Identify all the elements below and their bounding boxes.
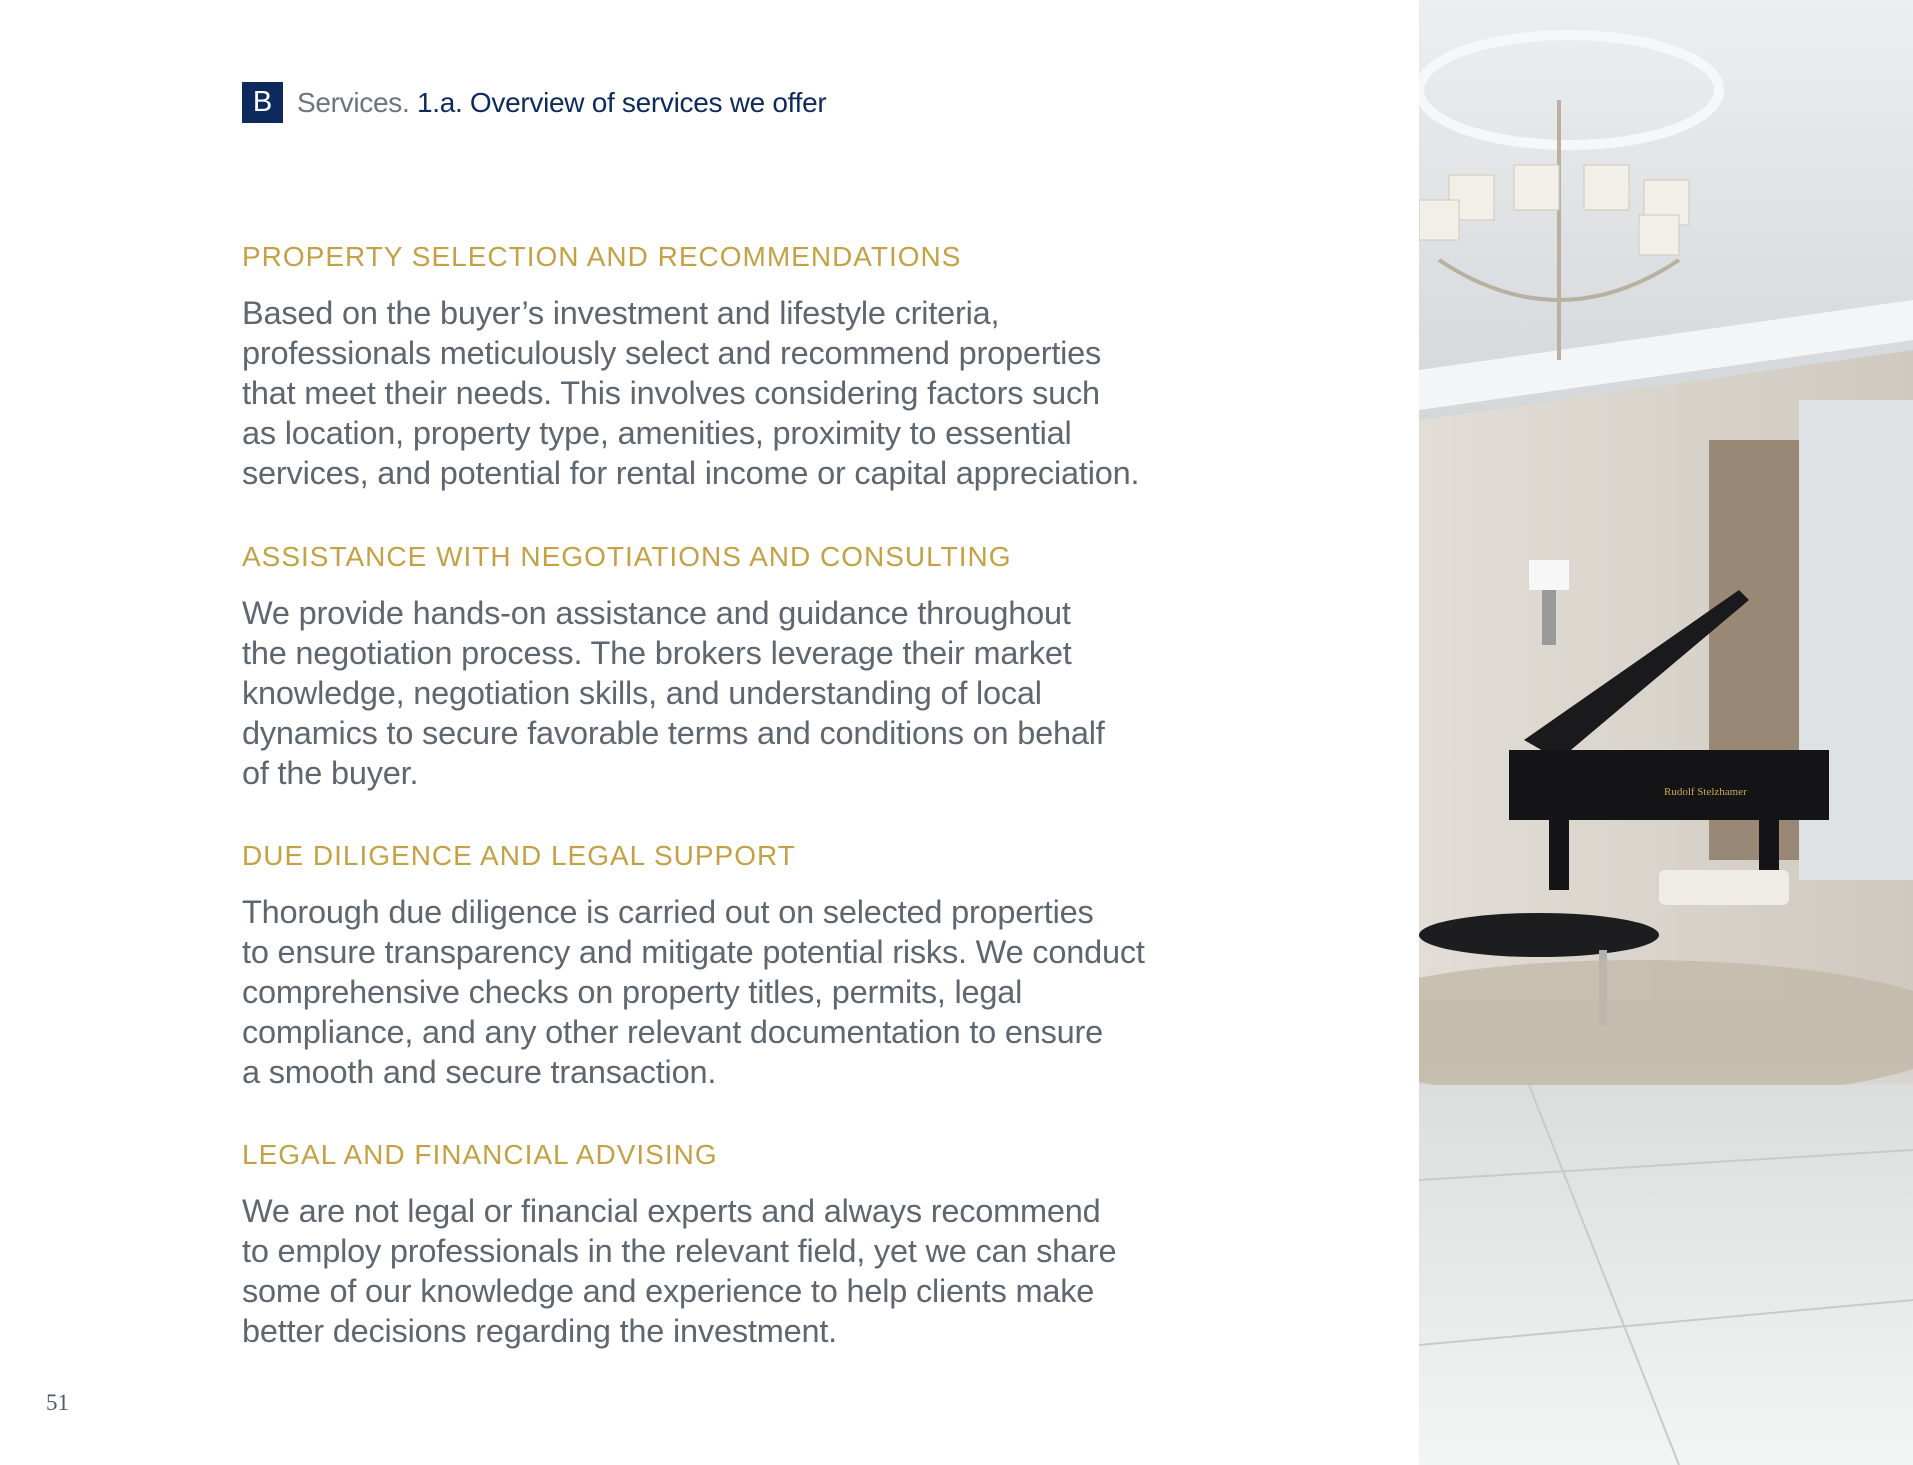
section-due-diligence <box>242 842 1242 1092</box>
section-heading: PROPERTY SELECTION AND RECOMMENDATIONS <box>242 241 962 272</box>
section-heading: LEGAL AND FINANCIAL ADVISING <box>242 1139 718 1170</box>
section-body: We provide hands-on assistance and guidance throughout the negotiation process. The brokers leverage their market knowledge, negotiation skills, and understanding of local dynamics to secure favorable terms and conditions on behalf of the buyer. <box>242 595 1105 791</box>
breadcrumb-section: Services. <box>297 86 410 118</box>
section-property-selection <box>242 243 1242 493</box>
breadcrumb <box>297 87 826 119</box>
section-legal-financial <box>242 1141 1242 1351</box>
section-body: We are not legal or financial experts and always recommend to employ professionals in the relevant field, yet we can share some of our knowledge and experience to help clients make better decisions regarding the investment. <box>242 1193 1117 1349</box>
section-body: Based on the buyer’s investment and lifestyle criteria, professionals meticulously select and recommend properties that meet their needs. This involves considering factors such as location, property type, amenities, proximity to essential services, and potential for rental income or capital appreciation. <box>242 295 1140 491</box>
section-negotiations <box>242 543 1242 793</box>
section-heading: DUE DILIGENCE AND LEGAL SUPPORT <box>242 840 796 871</box>
breadcrumb-subsection: 1.a. Overview of services we offer <box>416 86 827 118</box>
piano-brand-text: Rudolf Stelzhamer <box>1664 786 1747 798</box>
page-number: 51 <box>46 1390 69 1415</box>
interior-photo <box>1419 0 1913 1465</box>
page-header <box>242 82 826 123</box>
section-body: Thorough due diligence is carried out on selected properties to ensure transparency and mitigate potential risks. We conduct comprehensive checks on property titles, permits, legal compliance, and any other relevant documentation to ensure a smooth and secure transaction. <box>242 894 1145 1090</box>
section-heading: ASSISTANCE WITH NEGOTIATIONS AND CONSULTING <box>242 541 1012 572</box>
section-badge: B <box>242 82 283 123</box>
piano-room-illustration <box>1419 0 1913 1465</box>
